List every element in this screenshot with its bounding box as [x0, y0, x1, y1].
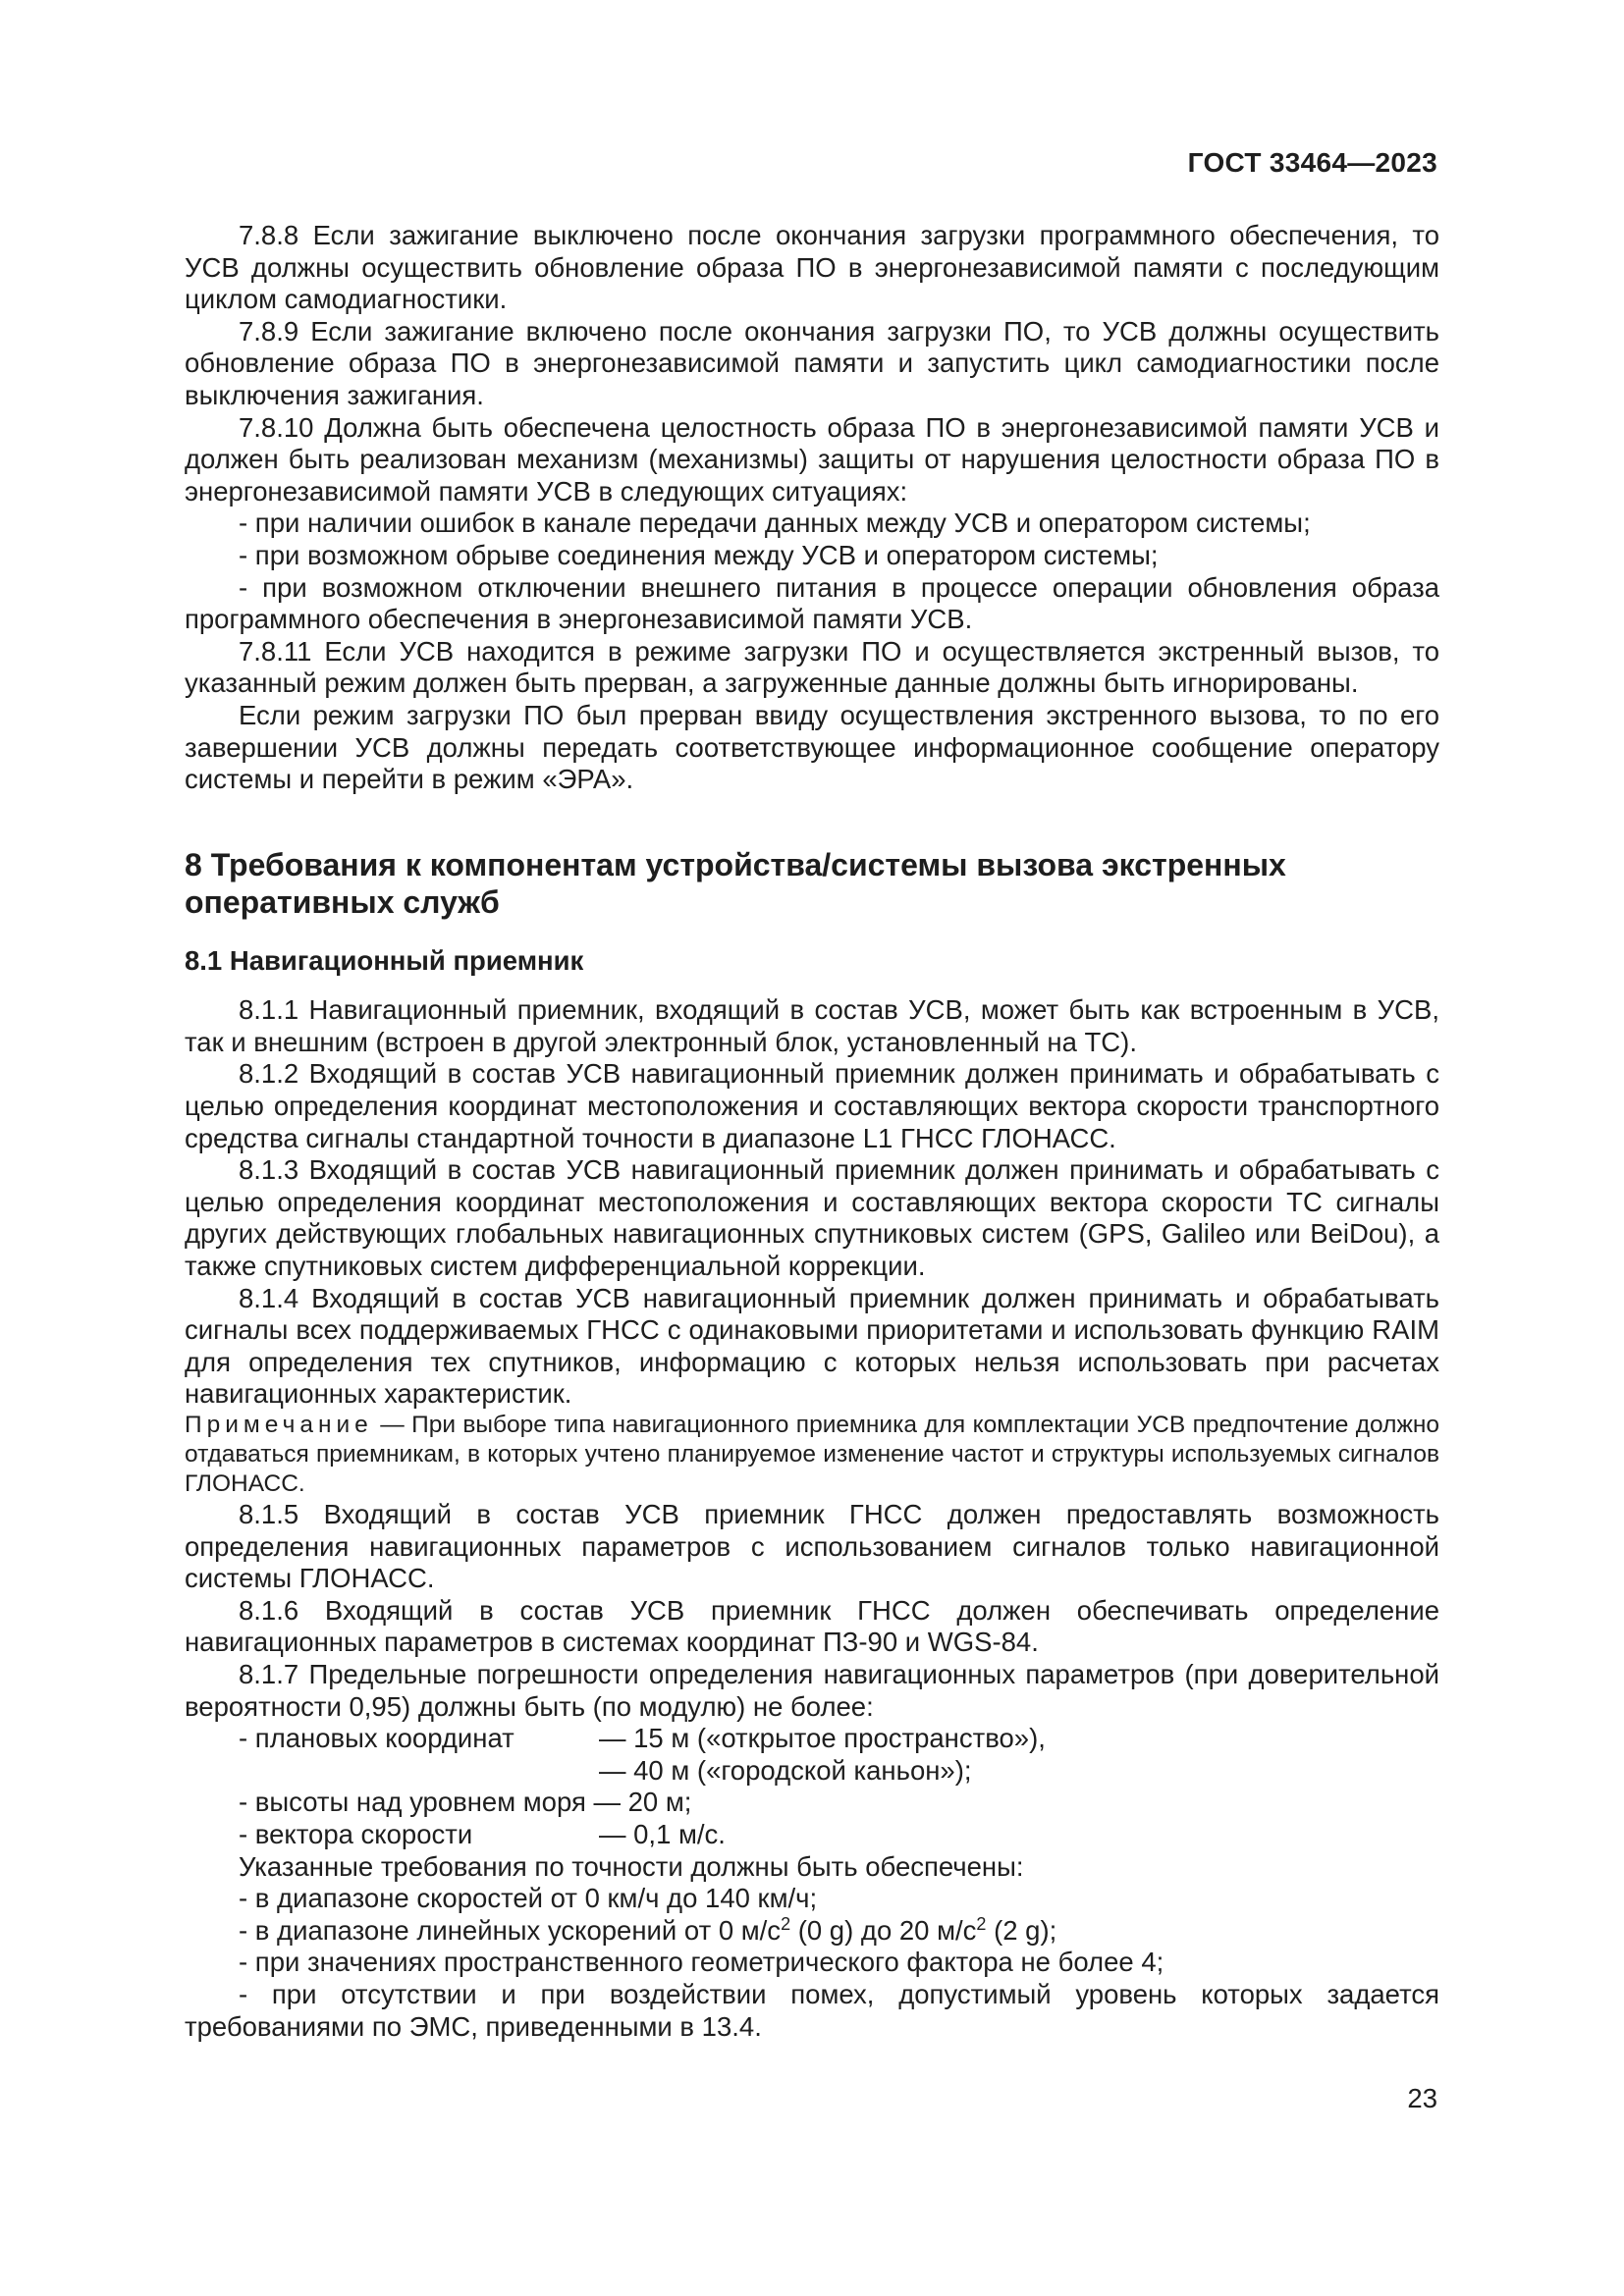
requirement-label: - высоты над уровнем моря [239, 1787, 586, 1818]
note [185, 1411, 1439, 1499]
accuracy-requirements-list [185, 1723, 1439, 1850]
paragraph-8-1-7: 8.1.7 Предельные погрешности определения навигационных параметров (при доверительной вероятности 0,95) должны быть (по модулю) не более: [185, 1658, 1439, 1722]
requirement-label: - плановых координат [239, 1723, 514, 1754]
paragraph-7-8-8: 7.8.8 Если зажигание выключено после окончания загрузки программного обеспечения, то УСВ должны осуществить обновление образа ПО в энергонезависимой памяти с последующим циклом самодиагностики. [185, 220, 1439, 315]
paragraph-7-8-9: 7.8.9 Если зажигание включено после окончания загрузки ПО, то УСВ должны осуществить обновление образа ПО в энергонезависимой памяти и запустить цикл самодиагностики после выключения зажигания. [185, 315, 1439, 410]
accuracy-intro: Указанные требования по точности должны быть обеспечены: [239, 1850, 1024, 1882]
list-item: - при отсутствии и при воздействии помех, допустимый уровень которых задается требованиями по ЭМС, приведенными в 13.4. [185, 1978, 1439, 2042]
list-item-text: - в диапазоне линейных ускорений от 0 м/с [239, 1914, 782, 1946]
requirement-row-altitude [239, 1787, 1439, 1819]
note-label: Примечание [185, 1412, 373, 1438]
list-item: - в диапазоне скоростей от 0 км/ч до 140 км/ч; [239, 1883, 818, 1914]
list-item-text: (2 g); [986, 1914, 1057, 1946]
paragraph-7-8-10: 7.8.10 Должна быть обеспечена целостность образа ПО в энергонезависимой памяти УСВ и должен быть реализован механизм (механизмы) защиты от нарушения целостности образа ПО в энергонезависимой памяти УСВ в следующих ситуациях: [185, 411, 1439, 507]
page-number: 23 [1407, 2083, 1437, 2113]
superscript: 2 [781, 1913, 791, 1934]
list-item: - при значениях пространственного геометрического фактора не более 4; [239, 1947, 1164, 1978]
requirement-row-velocity [239, 1819, 1439, 1851]
requirement-value: — 15 м («открытое пространство»), [599, 1723, 1046, 1754]
paragraph-7-8-11-continuation: Если режим загрузки ПО был прерван ввиду осуществления экстренного вызова, то по его завершении УСВ должны передать соответствующее информационное сообщение оператору системы и перейти в режим «ЭРА». [185, 699, 1439, 795]
note-text: — При выборе типа навигационного приемника для комплектации УСВ предпочтение должно отдаваться приемникам, в которых учтено планируемое изменение частот и структуры используемых сигналов ГЛОНАСС. [185, 1412, 1439, 1497]
superscript: 2 [976, 1913, 987, 1934]
list-item: - при возможном обрыве соединения между УСВ и оператором системы; [239, 539, 1159, 570]
paragraph-8-1-5: 8.1.5 Входящий в состав УСВ приемник ГНСС должен предоставлять возможность определения навигационных параметров с использованием сигналов только навигационной системы ГЛОНАСС. [185, 1499, 1439, 1594]
paragraph-8-1-2: 8.1.2 Входящий в состав УСВ навигационный приемник должен принимать и обрабатывать с целью определения координат местоположения и составляющих вектора скорости транспортного средства сигналы стандартной точности в диапазоне L1 ГНСС ГЛОНАСС. [185, 1058, 1439, 1153]
paragraph-8-1-4: 8.1.4 Входящий в состав УСВ навигационный приемник должен принимать и обрабатывать сигналы всех поддерживаемых ГНСС с одинаковыми приоритетами и использовать функцию RAIM для определения тех спутников, информацию с которых нельзя использовать при расчетах навигационных характеристик. [185, 1282, 1439, 1410]
list-item: - при наличии ошибок в канале передачи данных между УСВ и оператором системы; [239, 507, 1311, 539]
paragraph-8-1-3: 8.1.3 Входящий в состав УСВ навигационный приемник должен принимать и обрабатывать с целью определения координат местоположения и составляющих вектора скорости ТС сигналы других действующих глобальных навигационных спутниковых систем (GPS, Galileo или BeiDou), а также спутниковых систем дифференциальной коррекции. [185, 1154, 1439, 1282]
page-body [185, 220, 1439, 2043]
requirement-value: — 0,1 м/с. [599, 1818, 726, 1849]
requirement-value: — 20 м; [585, 1787, 692, 1818]
list-item [185, 1915, 1439, 1948]
requirement-value: — 40 м («городской каньон»); [599, 1754, 972, 1786]
paragraph-7-8-11: 7.8.11 Если УСВ находится в режиме загрузки ПО и осуществляется экстренный вызов, то указанный режим должен быть прерван, а загруженные данные должны быть игнорированы. [185, 635, 1439, 699]
requirement-row-plan-coordinates [239, 1723, 1439, 1787]
paragraph-8-1-6: 8.1.6 Входящий в состав УСВ приемник ГНСС должен обеспечивать определение навигационных параметров в системах координат ПЗ-90 и WGS-84. [185, 1594, 1439, 1658]
subsection-8-1-title: 8.1 Навигационный приемник [185, 944, 584, 976]
requirement-label: - вектора скорости [239, 1818, 473, 1849]
list-item-text: (0 g) до 20 м/с [790, 1914, 977, 1946]
list-item: - при возможном отключении внешнего питания в процессе операции обновления образа программного обеспечения в энергонезависимой памяти УСВ. [185, 571, 1439, 635]
section-8-title: 8 Требования к компонентам устройства/системы вызова экстренных оперативных служб [185, 846, 1286, 920]
document-number-header: ГОСТ 33464—2023 [1187, 147, 1437, 178]
paragraph-8-1-1: 8.1.1 Навигационный приемник, входящий в состав УСВ, может быть как встроенным в УСВ, так и внешним (встроен в другой электронный блок, установленный на ТС). [185, 994, 1439, 1057]
